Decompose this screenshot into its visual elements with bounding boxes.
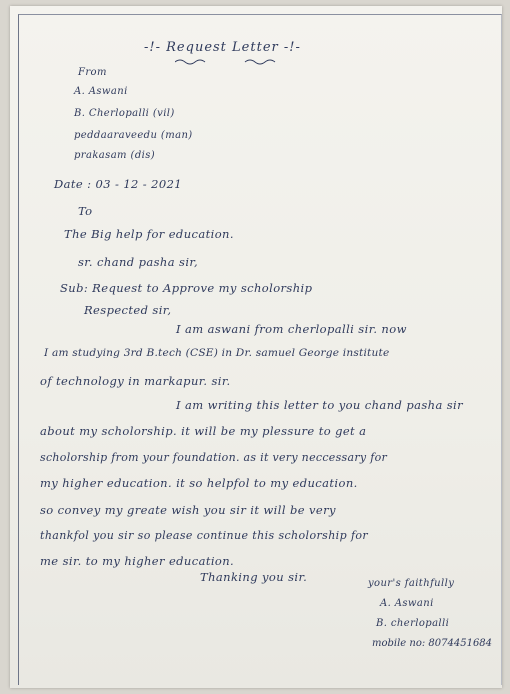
body-line: me sir. to my higher education. (40, 554, 235, 568)
salutation: Respected sir, (84, 303, 172, 317)
body-line: so convey my greate wish you sir it will be very (40, 503, 336, 517)
date-line: Date : 03 - 12 - 2021 (54, 177, 183, 191)
signoff-line: mobile no: 8074451684 (372, 638, 493, 649)
from-label: From (78, 67, 107, 78)
to-label: To (78, 204, 93, 218)
body-line: I am aswani from cherlopalli sir. now (176, 322, 407, 336)
signoff-line: your's faithfully (368, 578, 455, 589)
body-line: scholorship from your foundation. as it very neccessary for (40, 451, 388, 464)
from-line: prakasam (dis) (74, 150, 156, 161)
from-line: A. Aswani (74, 86, 128, 97)
body-line: my higher education. it so helpfol to my education. (40, 476, 358, 490)
body-line: I am studying 3rd B.tech (CSE) in Dr. samuel George institute (44, 347, 390, 359)
signoff-line: A. Aswani (380, 598, 434, 609)
body-line: I am writing this letter to you chand pasha sir (176, 398, 464, 412)
closing-line: Thanking you sir. (200, 570, 308, 584)
title-underline (175, 57, 325, 67)
from-line: B. Cherlopalli (vil) (74, 108, 175, 119)
body-line: about my scholorship. it will be my plessure to get a (40, 424, 367, 438)
from-line: peddaaraveedu (man) (74, 130, 193, 141)
signoff-line: B. cherlopalli (376, 618, 450, 629)
letter-title: -!- Request Letter -!- (144, 40, 301, 55)
to-line: The Big help for education. (64, 227, 234, 241)
subject-line: Sub: Request to Approve my scholorship (60, 281, 313, 295)
body-line: of technology in markapur. sir. (40, 374, 231, 388)
to-line: sr. chand pasha sir, (78, 255, 199, 269)
body-line: thankfol you sir so please continue this scholorship for (40, 529, 369, 542)
